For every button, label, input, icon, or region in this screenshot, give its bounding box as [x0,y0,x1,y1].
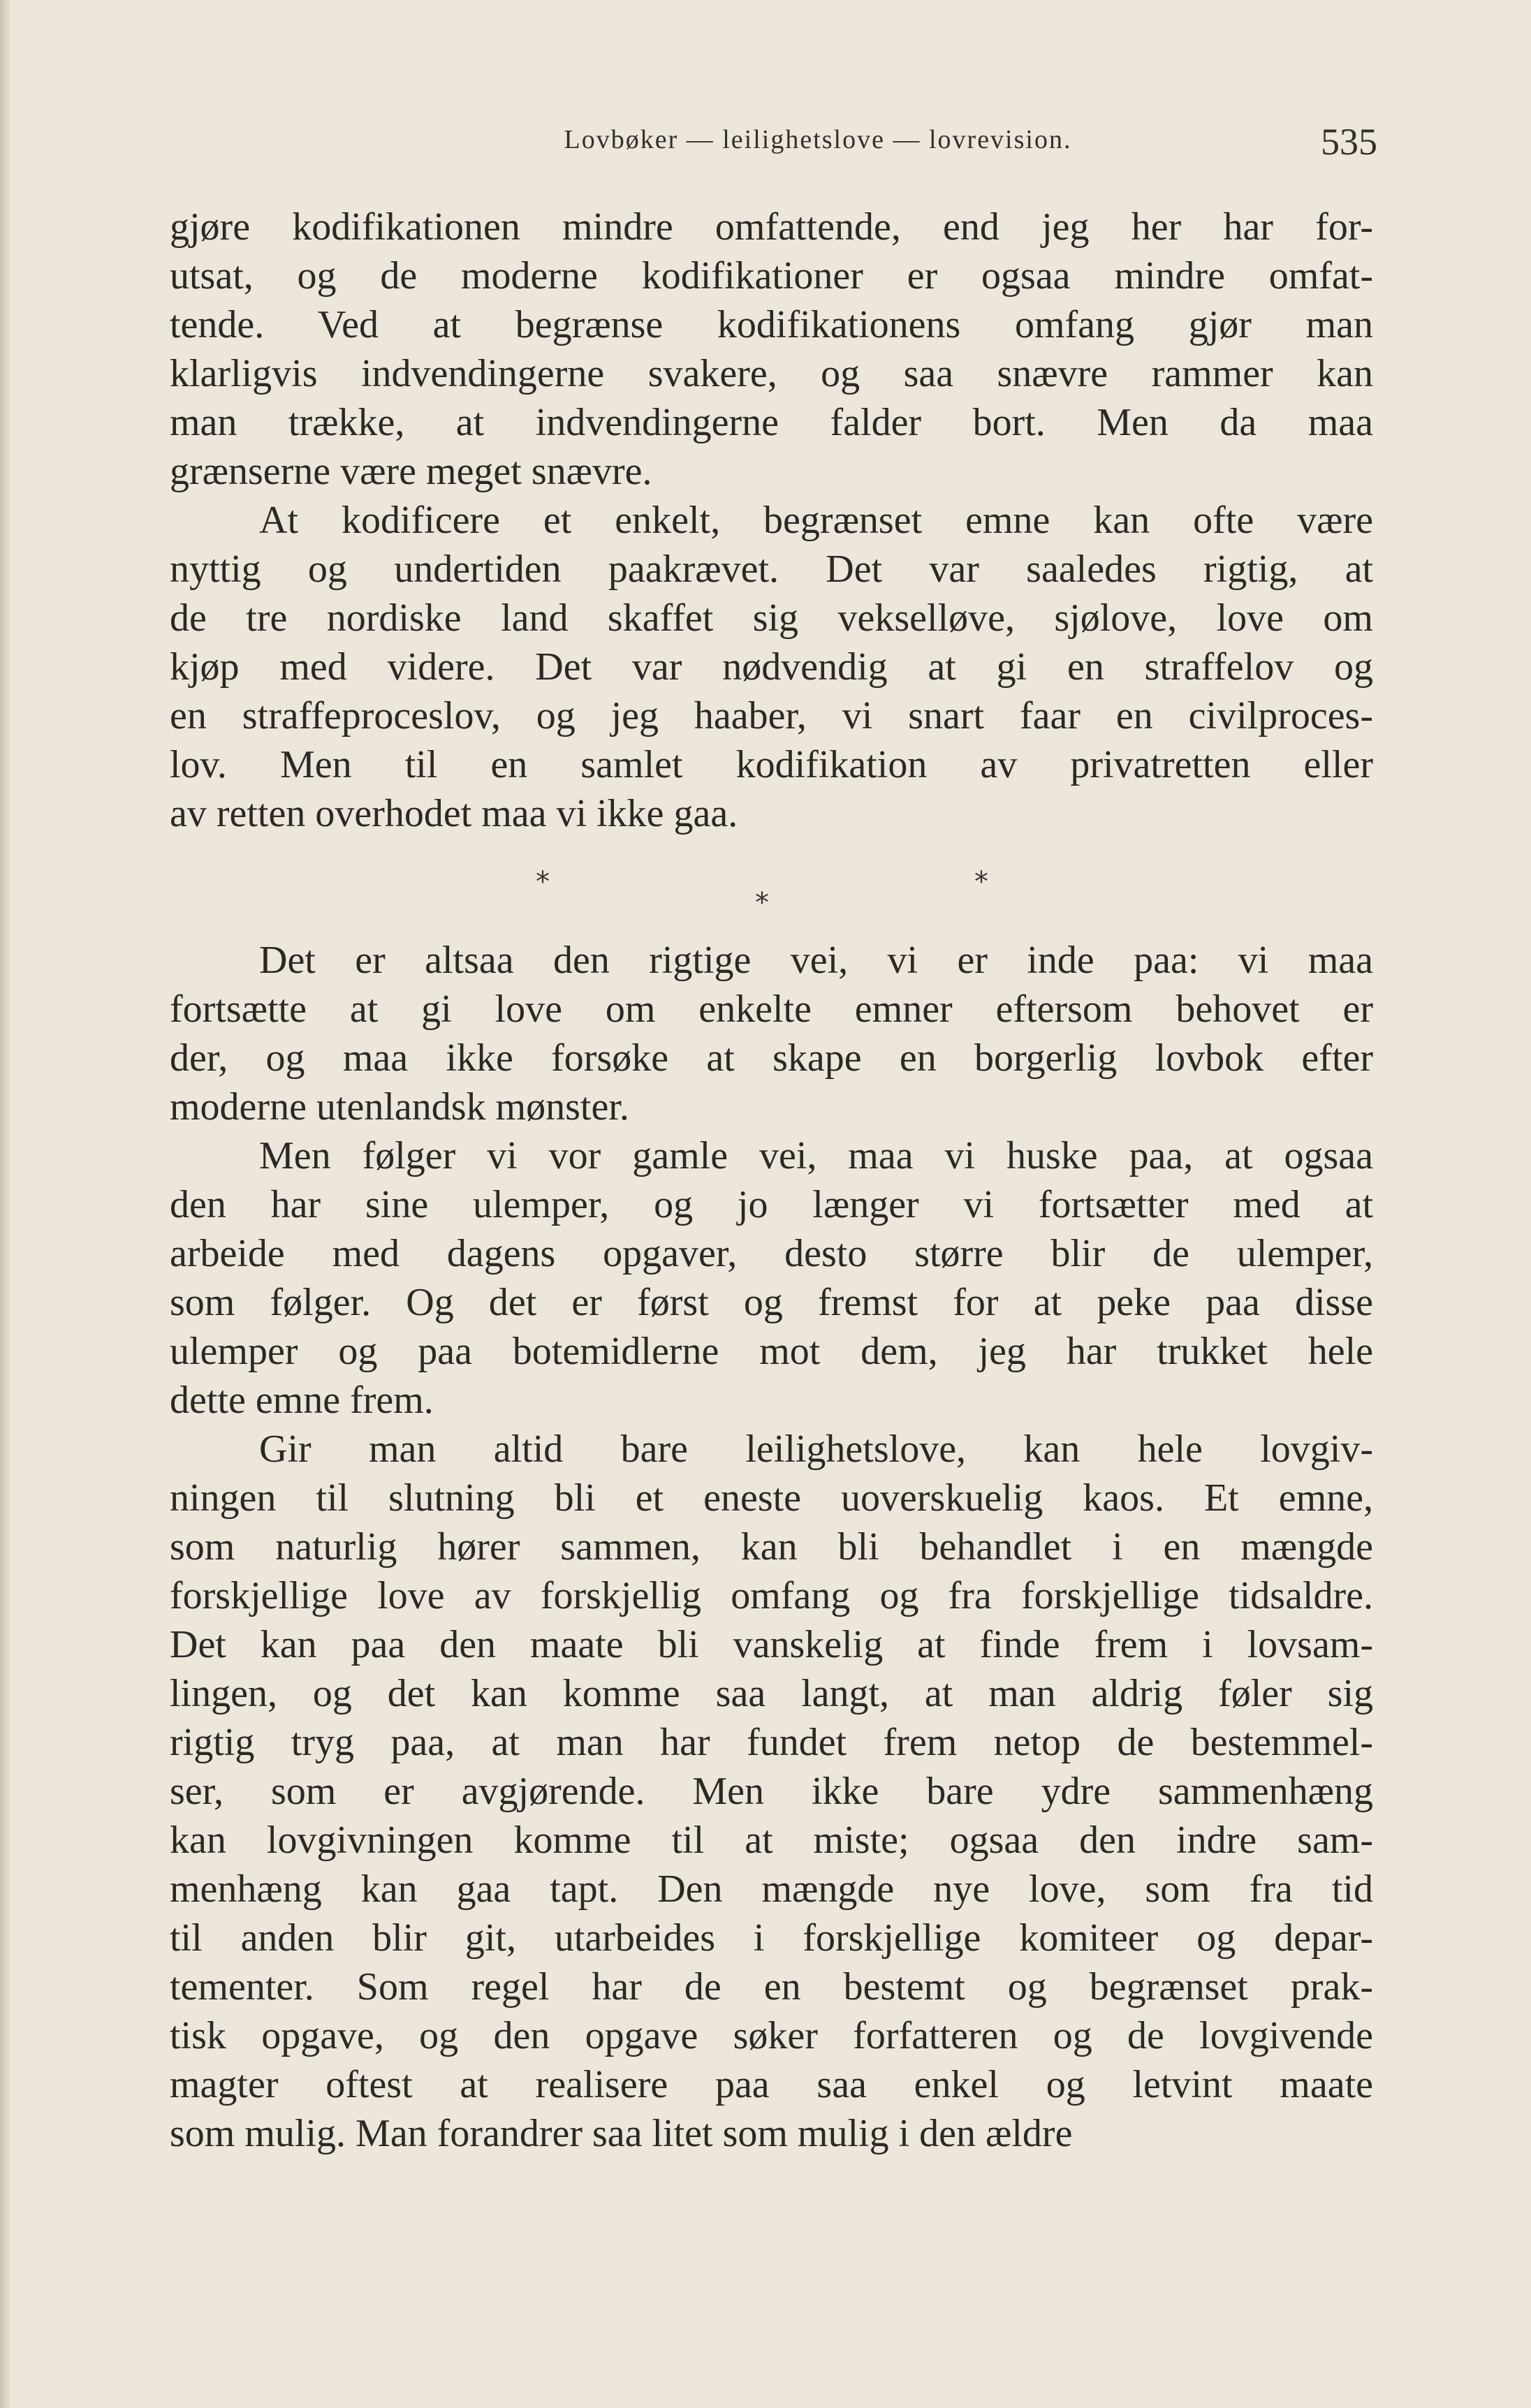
text-line: gjøre kodifikationen mindre omfattende, end jeg her har for- [170,205,1373,249]
text-line: menhæng kan gaa tapt. Den mængde nye love, som fra tid [170,1867,1373,1911]
text-line: fortsætte at gi love om enkelte emner eftersom behovet er [170,988,1373,1031]
text-line: arbeide med dagens opgaver, desto større blir de ulemper, [170,1232,1373,1275]
text-line: som mulig. Man forandrer saa litet som mulig i den ældre [170,2112,1073,2155]
text-line: kan lovgivningen komme til at miste; ogsaa den indre sam- [170,1819,1373,1862]
text-line: den har sine ulemper, og jo længer vi fortsætter med at [170,1183,1373,1226]
separator-star-left: * [536,866,550,898]
paragraph [170,496,1373,838]
paragraph [170,203,1373,496]
text-line: Gir man altid bare leilighetslove, kan hele lovgiv- [259,1427,1373,1471]
text-line: ulemper og paa botemidlerne mot dem, jeg har trukket hele [170,1330,1373,1373]
running-head: Lovbøker — leilighetslove — lovrevision. [564,125,1072,154]
text-line: klarligvis indvendingerne svakere, og saa snævre rammer kan [170,352,1373,395]
paragraph [170,1425,1373,2158]
page-header [0,121,1531,180]
paragraph [170,1131,1373,1425]
text-line: Det kan paa den maate bli vanskelig at finde frem i lovsam- [170,1623,1373,1666]
text-line: av retten overhodet maa vi ikke gaa. [170,792,738,835]
text-line: nyttig og undertiden paakrævet. Det var saaledes rigtig, at [170,548,1373,591]
text-line: dette emne frem. [170,1379,434,1422]
text-line: At kodificere et enkelt, begrænset emne kan ofte være [259,499,1373,542]
text-section-before-separator [170,203,1373,838]
body-text [170,203,1373,2158]
text-line: grænserne være meget snævre. [170,450,652,493]
text-line: moderne utenlandsk mønster. [170,1085,629,1129]
text-line: en straffeproceslov, og jeg haaber, vi snart faar en civilproces- [170,694,1373,737]
separator-star-middle: * [755,887,769,919]
text-line: tementer. Som regel har de en bestemt og begrænset prak- [170,1965,1373,2009]
text-line: ningen til slutning bli et eneste uoverskuelig kaos. Et emne, [170,1476,1373,1520]
text-section-after-separator [170,936,1373,2158]
text-line: tisk opgave, og den opgave søker forfatteren og de lovgivende [170,2014,1373,2057]
text-line: til anden blir git, utarbeides i forskjellige komiteer og depar- [170,1916,1373,1960]
text-line: som følger. Og det er først og fremst for at peke paa disse [170,1281,1373,1324]
text-line: magter oftest at realisere paa saa enkel og letvint maate [170,2063,1373,2106]
text-line: Men følger vi vor gamle vei, maa vi huske paa, at ogsaa [259,1134,1373,1177]
page-binding-edge [0,0,10,2408]
text-line: rigtig tryg paa, at man har fundet frem netop de bestemmel- [170,1721,1373,1764]
text-line: kjøp med videre. Det var nødvendig at gi en straffelov og [170,645,1373,689]
section-separator [170,838,1373,936]
text-line: ser, som er avgjørende. Men ikke bare ydre sammenhæng [170,1770,1373,1813]
text-line: tende. Ved at begrænse kodifikationens omfang gjør man [170,303,1373,346]
text-line: der, og maa ikke forsøke at skape en borgerlig lovbok efter [170,1036,1373,1080]
text-line: de tre nordiske land skaffet sig vekselløve, sjølove, love om [170,596,1373,640]
separator-star-right: * [974,866,988,898]
text-line: Det er altsaa den rigtige vei, vi er inde paa: vi maa [259,939,1373,982]
text-line: utsat, og de moderne kodifikationer er ogsaa mindre omfat- [170,254,1373,298]
text-line: lingen, og det kan komme saa langt, at man aldrig føler sig [170,1672,1373,1715]
text-line: forskjellige love av forskjellig omfang og fra forskjellige tidsaldre. [170,1574,1373,1617]
paragraph [170,936,1373,1131]
text-line: som naturlig hører sammen, kan bli behandlet i en mængde [170,1525,1373,1569]
page-number: 535 [1321,121,1377,163]
text-line: man trække, at indvendingerne falder bort. Men da maa [170,401,1373,444]
text-line: lov. Men til en samlet kodifikation av privatretten eller [170,743,1373,786]
